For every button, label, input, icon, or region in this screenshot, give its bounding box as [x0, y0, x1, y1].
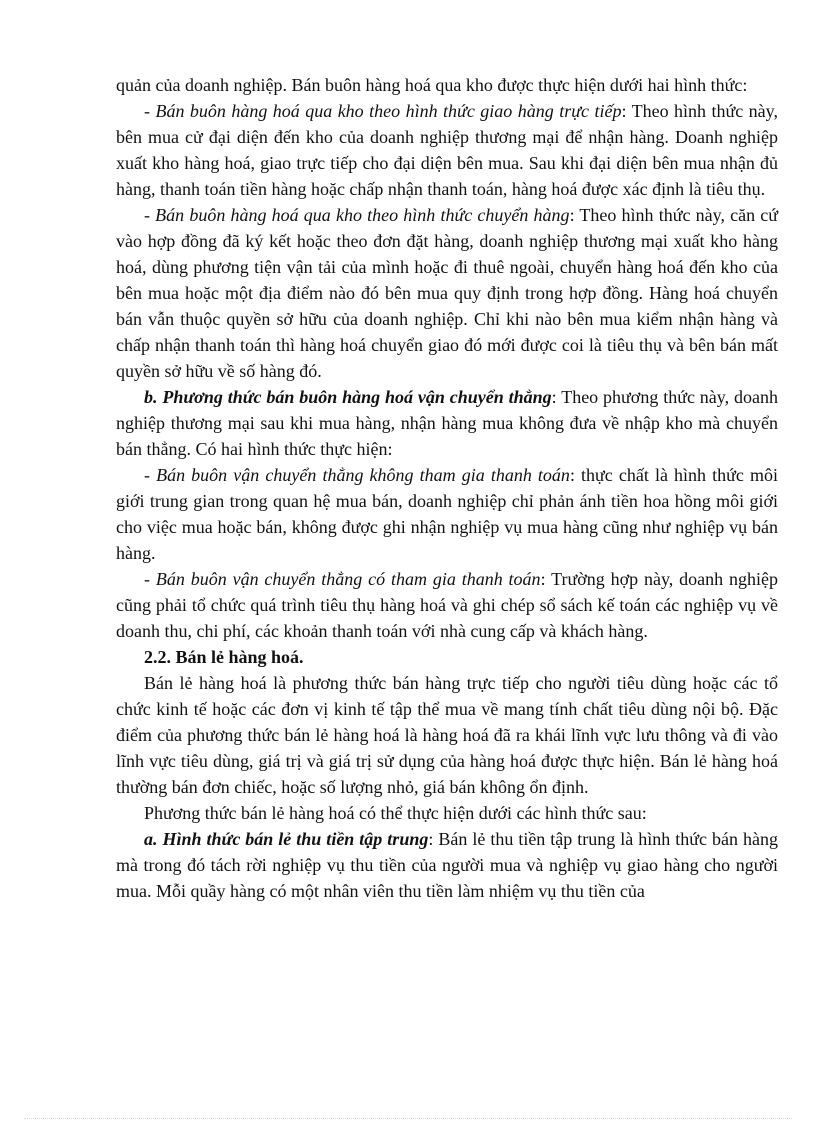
item-body-shipping: : Theo hình thức này, căn cứ vào hợp đồng đã ký kết hoặc theo đơn đặt hàng, doanh nghiệp thương mại xuất kho hàng hoá, dùng phương tiện vận tải của mình hoặc đi thuê ngoài, chuyển hàng hoá đến kho của bên mua hoặc một địa điểm nào đó bên mua quy định trong hợp đồng. Hàng hoá chuyển bán vẫn thuộc quyền sở hữu của doanh nghiệp. Chỉ khi nào bên mua kiểm nhận hàng và chấp nhận thanh toán thì hàng hoá chuyển giao đó mới được coi là tiêu thụ và bên bán mất quyền sở hữu về số hàng đó. [116, 205, 779, 381]
paragraph-centralized-collection [116, 826, 778, 904]
paragraph-with-payment [116, 566, 778, 644]
item-heading-no-payment: - Bán buôn vận chuyển thẳng không tham gia thanh toán [144, 465, 570, 485]
paragraph-intro: quản của doanh nghiệp. Bán buôn hàng hoá qua kho được thực hiện dưới hai hình thức: [116, 75, 748, 95]
paragraph-retail-forms: Phương thức bán lẻ hàng hoá có thể thực hiện dưới các hình thức sau: [144, 803, 647, 823]
paragraph-shipping [116, 202, 778, 384]
section-heading-retail: 2.2. Bán lẻ hàng hoá. [144, 647, 304, 667]
item-body-with-payment: : Trường hợp này, doanh nghiệp cũng phải tổ chức quá trình tiêu thụ hàng hoá và ghi chép sổ sách kế toán các nghiệp vụ về doanh thu, chi phí, các khoản thanh toán với nhà cung cấp và khách hàng. [116, 569, 778, 641]
item-body-no-payment: : thực chất là hình thức môi giới trung gian trong quan hệ mua bán, doanh nghiệp chỉ phản ánh tiền hoa hồng môi giới cho việc mua hoặc bán, không được ghi nhận nghiệp vụ mua hàng cũng như nghiệp vụ bán hàng. [116, 465, 778, 563]
paragraph-retail-definition: Bán lẻ hàng hoá là phương thức bán hàng trực tiếp cho người tiêu dùng hoặc các tổ chức kinh tế hoặc các đơn vị kinh tế tập thể mua về mang tính chất tiêu dùng nội bộ. Đặc điểm của phương thức bán lẻ hàng hoá là hàng hoá đã ra khái lĩnh vực lưu thông và đi vào lĩnh vực tiêu dùng, giá trị và giá trị sử dụng của hàng hoá được thực hiện. Bán lẻ hàng hoá thường bán đơn chiếc, hoặc số lượng nhỏ, giá bán không ổn định. [116, 673, 778, 797]
item-heading-with-payment: - Bán buôn vận chuyển thẳng có tham gia thanh toán [144, 569, 541, 589]
item-heading-shipping: - Bán buôn hàng hoá qua kho theo hình thức chuyển hàng [144, 205, 570, 225]
paragraph-direct-delivery [116, 98, 778, 202]
paragraph-direct-transport [116, 384, 778, 462]
paragraph-no-payment [116, 462, 778, 566]
item-body-direct-delivery: : Theo hình thức này, bên mua cử đại diện đến kho của doanh nghiệp thương mại để nhận hàng. Doanh nghiệp xuất kho hàng hoá, giao trực tiếp cho đại diện bên mua. Sau khi đại diện bên mua nhận đủ hàng, thanh toán tiền hàng hoặc chấp nhận thanh toán, hàng hoá được xác định là tiêu thụ. [116, 101, 778, 199]
section-heading-centralized-collection: a. Hình thức bán lẻ thu tiền tập trung [144, 829, 429, 849]
section-body-centralized-collection: : Bán lẻ thu tiền tập trung là hình thức bán hàng mà trong đó tách rời nghiệp vụ thu tiền của người mua và nghiệp vụ giao hàng cho người mua. Mỗi quầy hàng có một nhân viên thu tiền làm nhiệm vụ thu tiền của [116, 829, 778, 901]
footer-divider [24, 1118, 792, 1119]
section-body-direct-transport: : Theo phương thức này, doanh nghiệp thương mại sau khi mua hàng, nhận hàng mua không đưa về nhập kho mà chuyển bán thẳng. Có hai hình thức thực hiện: [116, 387, 778, 459]
item-heading-direct-delivery: - Bán buôn hàng hoá qua kho theo hình thức giao hàng trực tiếp [144, 101, 622, 121]
document-page [116, 72, 778, 904]
section-heading-direct-transport: b. Phương thức bán buôn hàng hoá vận chuyển thẳng [144, 387, 552, 407]
